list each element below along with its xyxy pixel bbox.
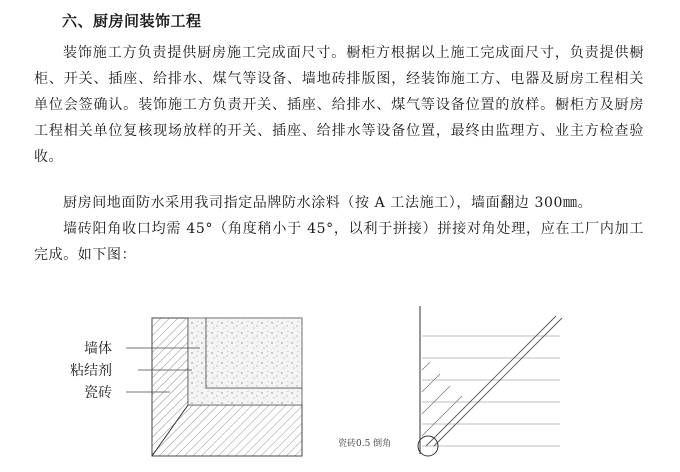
- section-heading: 六、厨房间装饰工程: [62, 12, 202, 30]
- paragraph-responsibilities: 装饰施工方负责提供厨房施工完成面尺寸。橱柜方根据以上施工完成面尺寸，负责提供橱柜、开关、插座、给排水、煤气等设备、墙地砖排版图，经装饰施工方、电器及厨房工程相关单位会签确认。装饰施工方负责开关、插座、给排水、煤气等设备位置的放样。橱柜方及厨房工程相关单位复核现场放样的开关、插座、给排水等设备位置，最终由监理方、业主方检查验收。: [34, 45, 644, 165]
- tile-corner-section-diagram: [60, 300, 310, 460]
- label-adhesive: 粘结剂: [70, 363, 112, 379]
- label-tile: 瓷砖: [84, 385, 112, 401]
- tile-chamfer-diagram: [330, 296, 600, 466]
- paragraph-waterproofing: 厨房间地面防水采用我司指定品牌防水涂料（按 A 工法施工），墙面翻边 300㎜。: [63, 195, 593, 211]
- label-wall: 墙体: [84, 341, 112, 357]
- chamfer-caption: 瓷砖0.5 倒角: [338, 439, 392, 449]
- paragraph-tile-corner: 墙砖阳角收口均需 45°（角度稍小于 45°，以利于拼接）拼接对角处理，应在工厂内加工完成。如下图：: [34, 221, 644, 263]
